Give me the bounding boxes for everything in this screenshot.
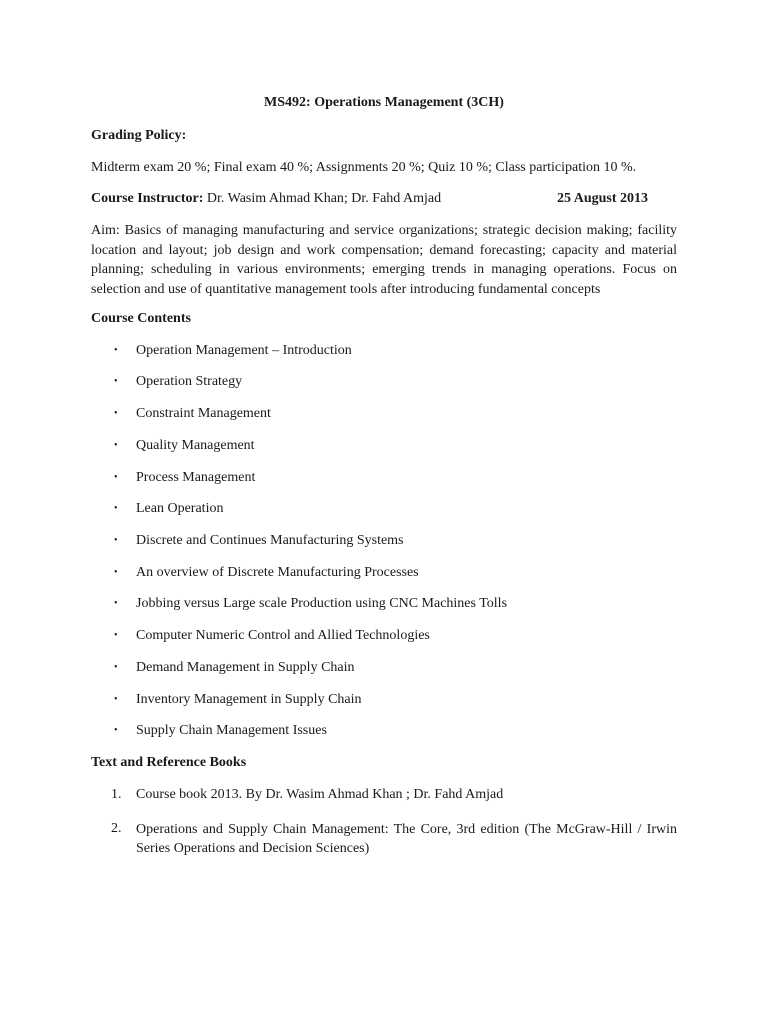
bullet-icon: • [114,598,118,609]
list-item-text: Process Management [136,470,256,485]
list-item-number: 1. [111,787,122,802]
list-item-text: Quality Management [136,438,255,453]
list-item-text: An overview of Discrete Manufacturing Processes [136,565,419,580]
list-item-text: Operations and Supply Chain Management: The Core, 3rd edition (The McGraw-Hill / Irwin Series Operations and Decision Sciences) [136,822,677,856]
list-item-text: Computer Numeric Control and Allied Technologies [136,628,430,643]
bullet-icon: • [114,345,118,356]
course-aim: Aim: Basics of managing manufacturing and service organizations; strategic decision making; facility location and layout; job design and work compensation; demand forecasting; capacity and material planning; scheduling in various environments; emerging trends in managing operations. Focus on selection and use of quantitative management tools after introducing fundamental concepts [91,223,677,297]
contents-heading: Course Contents [91,311,191,326]
bullet-icon: • [114,694,118,705]
grading-text: Midterm exam 20 %; Final exam 40 %; Assignments 20 %; Quiz 10 %; Class participation 10 %. [91,160,637,175]
list-item-number: 2. [111,821,122,836]
page-title: MS492: Operations Management (3CH) [264,95,504,110]
list-item-text: Inventory Management in Supply Chain [136,692,362,707]
instructor-line [91,190,441,208]
bullet-icon: • [114,535,118,546]
books-heading: Text and Reference Books [91,755,247,770]
list-item-text: Course book 2013. By Dr. Wasim Ahmad Khan ; Dr. Fahd Amjad [136,787,504,802]
bullet-icon: • [114,440,118,451]
bullet-icon: • [114,472,118,483]
bullet-icon: • [114,503,118,514]
list-item-text: Operation Strategy [136,374,243,389]
grading-heading: Grading Policy: [91,128,187,143]
list-item-text: Discrete and Continues Manufacturing Systems [136,533,404,548]
bullet-icon: • [114,408,118,419]
bullet-icon: • [114,662,118,673]
list-item-text: Constraint Management [136,406,271,421]
document-date: 25 August 2013 [557,191,649,206]
bullet-icon: • [114,630,118,641]
list-item-text: Demand Management in Supply Chain [136,660,355,675]
list-item-text: Jobbing versus Large scale Production using CNC Machines Tolls [136,596,508,611]
instructor-label: Course Instructor: [91,191,204,206]
bullet-icon: • [114,567,118,578]
list-item-text: Operation Management – Introduction [136,343,352,358]
instructor-names: Dr. Wasim Ahmad Khan; Dr. Fahd Amjad [203,191,442,206]
list-item-text: Lean Operation [136,501,224,516]
bullet-icon: • [114,376,118,387]
list-item-text: Supply Chain Management Issues [136,723,327,738]
bullet-icon: • [114,725,118,736]
